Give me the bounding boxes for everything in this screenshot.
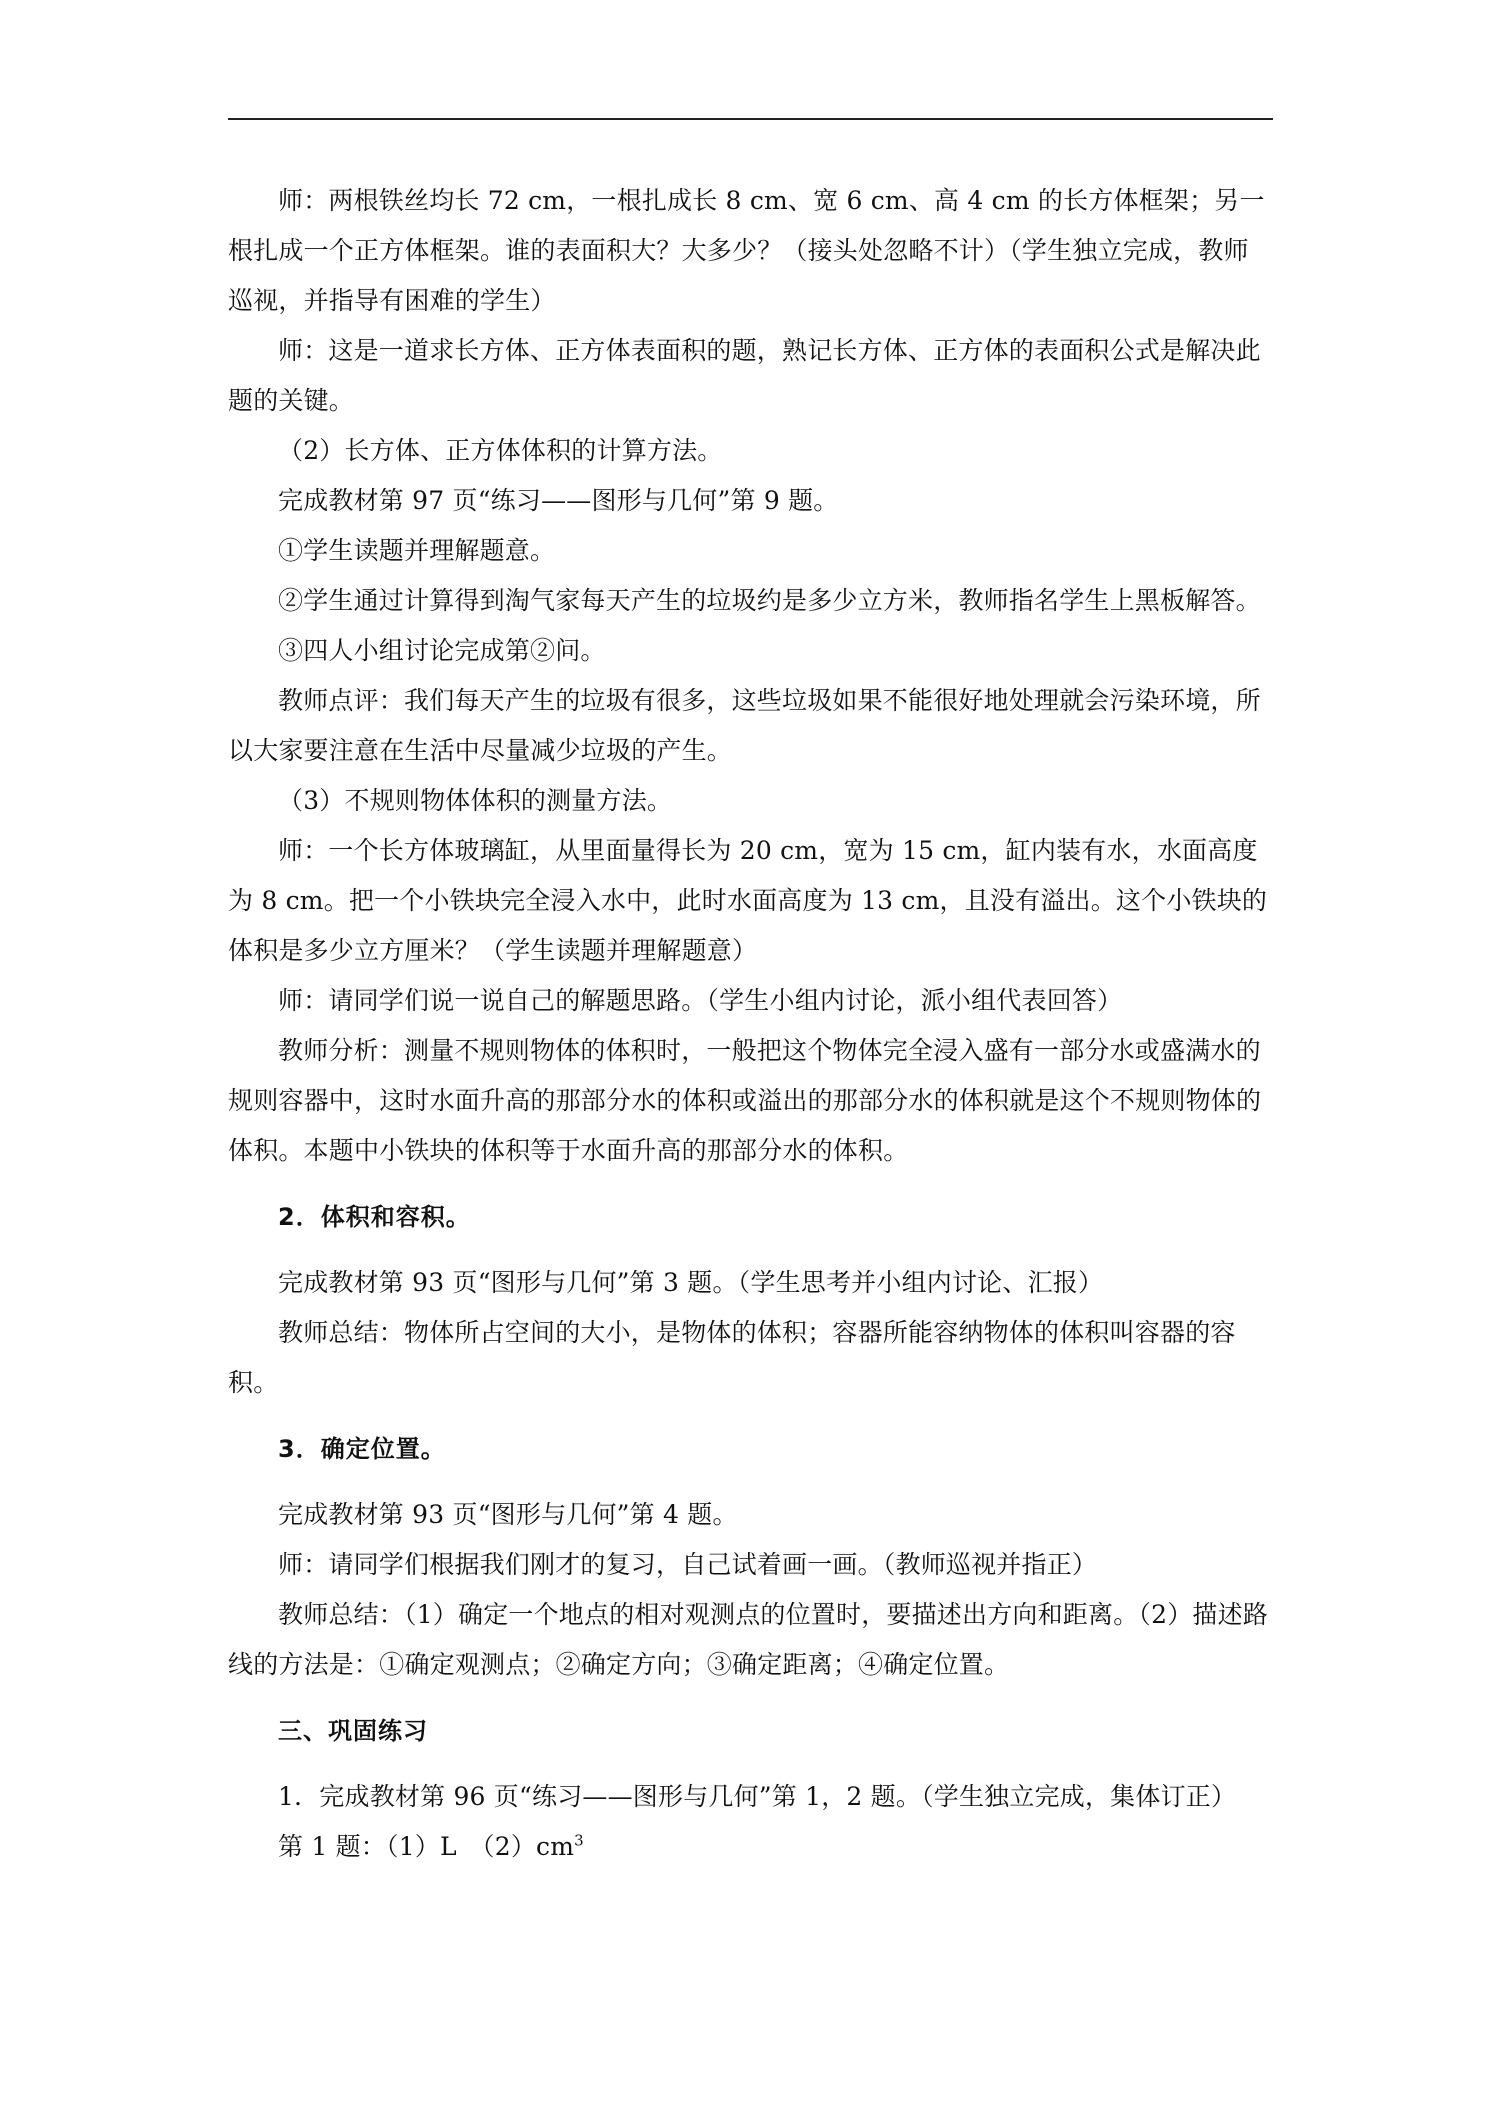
paragraph: ①学生读题并理解题意。: [278, 536, 556, 565]
section-heading: 三、巩固练习: [278, 1717, 428, 1745]
document-body: [228, 176, 1273, 1872]
paragraph: ②学生通过计算得到淘气家每天产生的垃圾约是多少立方米，教师指名学生上黑板解答。: [278, 586, 1261, 615]
paragraph: 教师点评：我们每天产生的垃圾有很多，这些垃圾如果不能很好地处理就会污染环境，所以大家要注意在生活中尽量减少垃圾的产生。: [228, 686, 1261, 765]
section-heading: 3．确定位置。: [278, 1435, 446, 1463]
paragraph: 师：请同学们说一说自己的解题思路。（学生小组内讨论，派小组代表回答）: [278, 986, 1123, 1015]
paragraph: （2）长方体、正方体体积的计算方法。: [278, 436, 723, 465]
paragraph: ③四人小组讨论完成第②问。: [278, 636, 606, 665]
paragraph: 师：这是一道求长方体、正方体表面积的题，熟记长方体、正方体的表面积公式是解决此题的关键。: [228, 336, 1261, 415]
paragraph: 完成教材第 97 页“练习——图形与几何”第 9 题。: [278, 486, 839, 515]
header-rule: [228, 118, 1273, 120]
paragraph-with-superscript: [228, 1822, 1273, 1872]
paragraph: 师：请同学们根据我们刚才的复习，自己试着画一画。（教师巡视并指正）: [278, 1550, 1098, 1579]
superscript: 3: [574, 1831, 584, 1850]
paragraph: 完成教材第 93 页“图形与几何”第 3 题。（学生思考并小组内讨论、汇报）: [278, 1268, 1104, 1297]
paragraph: 教师分析：测量不规则物体的体积时，一般把这个物体完全浸入盛有一部分水或盛满水的规则容器中，这时水面升高的那部分水的体积或溢出的那部分水的体积就是这个不规则物体的体积。本题中小铁块的体积等于水面升高的那部分水的体积。: [228, 1036, 1262, 1165]
paragraph: 师：两根铁丝均长 72 cm，一根扎成长 8 cm、宽 6 cm、高 4 cm 的长方体框架；另一根扎成一个正方体框架。谁的表面积大？大多少？（接头处忽略不计）（学生独立完成，教师巡视，并指导有困难的学生）: [228, 186, 1265, 315]
paragraph: 师：一个长方体玻璃缸，从里面量得长为 20 cm，宽为 15 cm，缸内装有水，水面高度为 8 cm。把一个小铁块完全浸入水中，此时水面高度为 13 cm，且没有溢出。这个小铁块的体积是多少立方厘米？（学生读题并理解题意）: [228, 836, 1268, 965]
paragraph: 教师总结：物体所占空间的大小，是物体的体积；容器所能容纳物体的体积叫容器的容积。: [228, 1318, 1236, 1397]
paragraph: 教师总结：（1）确定一个地点的相对观测点的位置时，要描述出方向和距离。（2）描述路线的方法是：①确定观测点；②确定方向；③确定距离；④确定位置。: [228, 1600, 1269, 1679]
paragraph: 完成教材第 93 页“图形与几何”第 4 题。: [278, 1500, 738, 1529]
paragraph: （3）不规则物体体积的测量方法。: [278, 786, 673, 815]
answer-text: 第 1 题：（1）L （2）cm: [278, 1832, 575, 1861]
paragraph: 1．完成教材第 96 页“练习——图形与几何”第 1，2 题。（学生独立完成，集体订正）: [278, 1782, 1237, 1811]
section-heading: 2．体积和容积。: [278, 1203, 471, 1231]
